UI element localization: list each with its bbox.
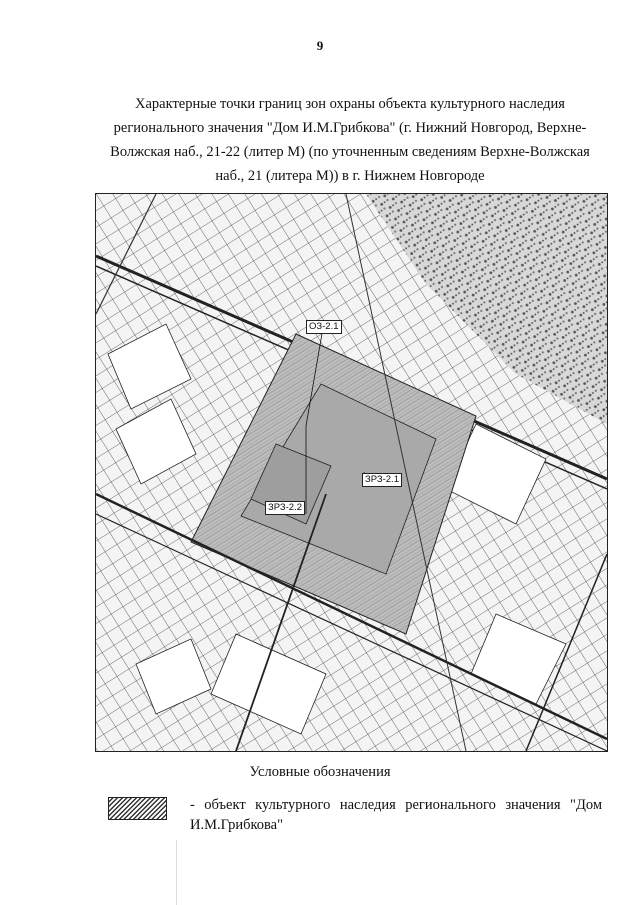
cadastral-map <box>95 193 608 752</box>
legend-item-text: - объект культурного наследия регионального значения "Дом И.М.Грибкова" <box>190 797 602 833</box>
map-drawing <box>96 194 607 751</box>
legend-heading: Условные обозначения <box>249 764 391 780</box>
zone-label-zrz-2-2: ЗРЗ-2.2 <box>265 501 305 515</box>
legend-hatch-swatch <box>108 797 167 820</box>
margin-divider <box>176 840 177 905</box>
page-number: 9 <box>316 38 324 53</box>
zone-label-zrz-2-1: ЗРЗ-2.1 <box>362 473 402 487</box>
zone-label-oz-2-1: ОЗ-2.1 <box>306 320 342 334</box>
document-title: Характерные точки границ зон охраны объекта культурного наследия регионального значения "Дом И.М.Грибкова" (г. Нижний Новгород, Верхне-Волжская наб., 21-22 (литер М) (по уточненным сведениям Верхне-Волжская наб., 21 (литера М)) в г. Нижнем Новгороде <box>110 96 590 184</box>
